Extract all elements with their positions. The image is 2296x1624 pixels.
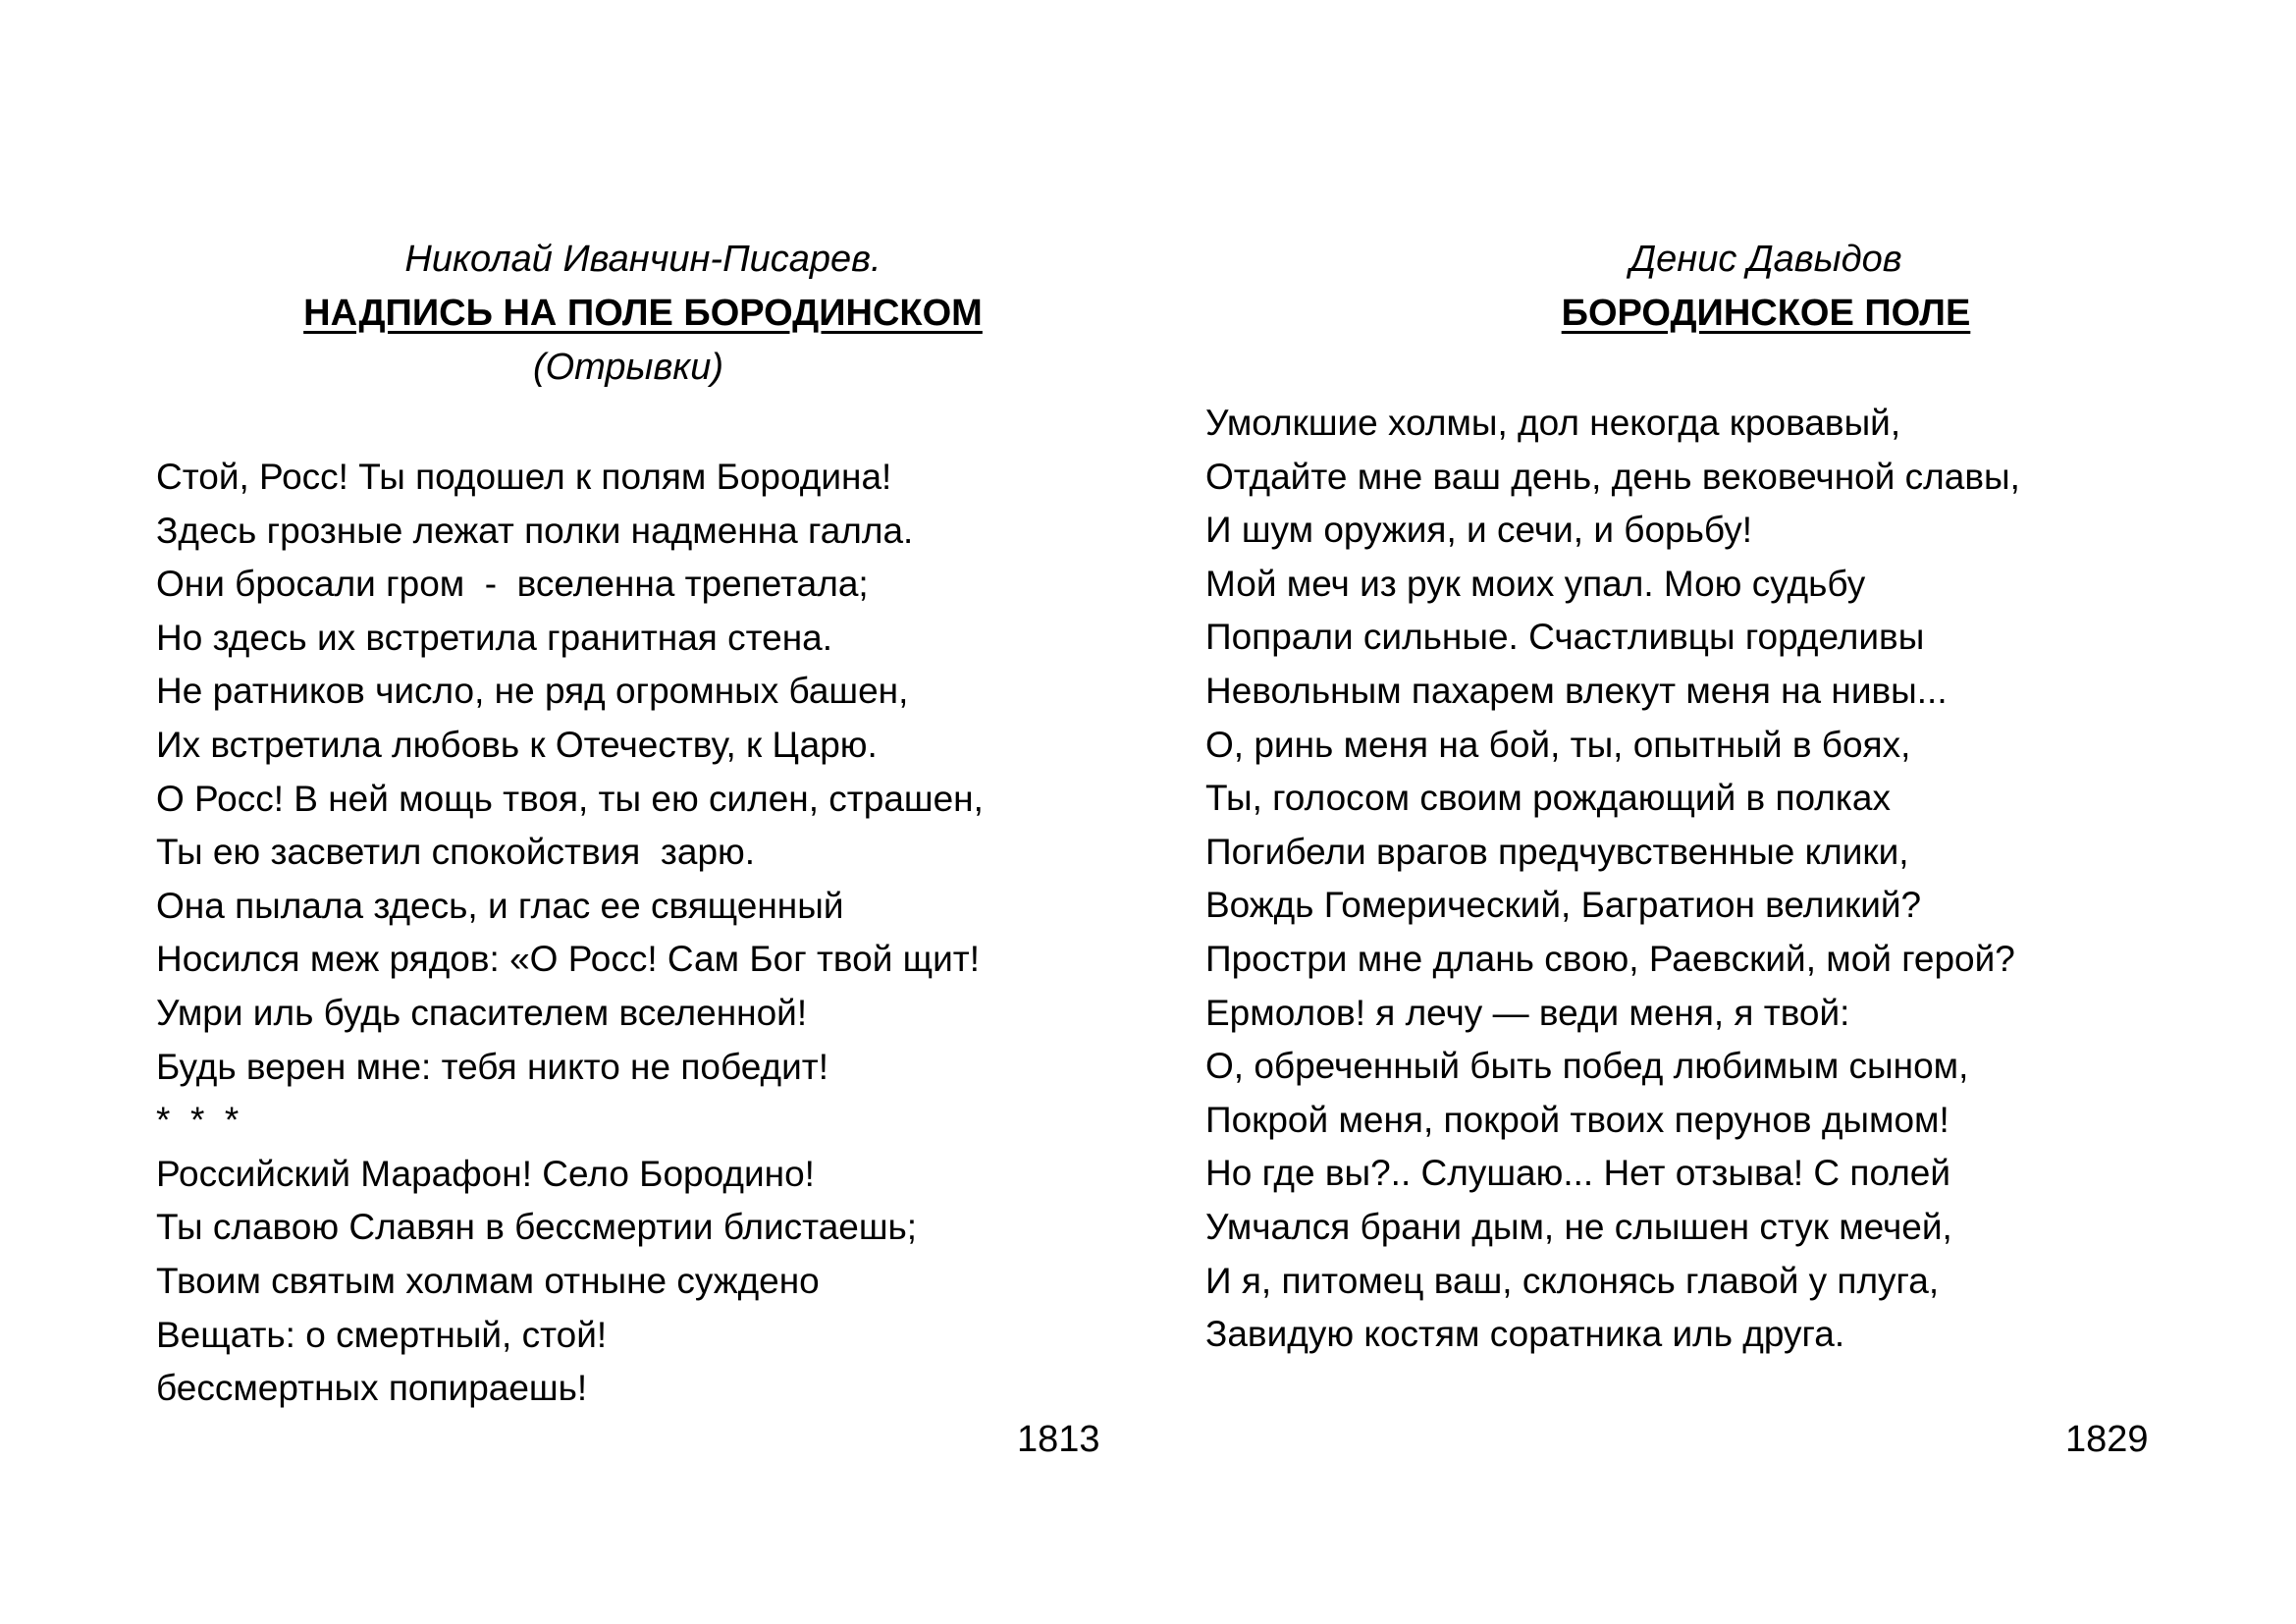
left-poem-text [156,451,984,1416]
left-poem-year: 1813 [1017,1419,1100,1460]
poem-line: бессмертных попираешь! [156,1368,588,1409]
poem-line: Мой меч из рук моих упал. Мою судьбу [1205,563,1866,604]
poem-line: Умолкшие холмы, дол некогда кровавый, [1205,403,1901,443]
poem-line: Не ратников число, не ряд огромных башен, [156,671,909,712]
poem-line: Умчался брани дым, не слышен стук мечей, [1205,1206,1952,1247]
poem-line: Отдайте мне ваш день, день вековечной славы, [1205,456,2020,497]
poem-line: Ермолов! я лечу — веди меня, я твой: [1205,992,1850,1033]
poem-line: Ты ею засветил спокойствия зарю. [156,832,756,873]
poem-line: Попрали сильные. Счастливцы горделивы [1205,617,1925,658]
poem-line: Покрой меня, покрой твоих перунов дымом! [1205,1099,1949,1140]
section-separator: * * * [156,1100,240,1141]
poem-line: Она пылала здесь, и глас ее священный [156,885,844,926]
poem-line: Умри иль будь спасителем вселенной! [156,992,808,1033]
right-poem-year: 1829 [2065,1419,2149,1460]
poem-line: Простри мне длань свою, Раевский, мой герой? [1205,938,2015,979]
poem-line: О, обреченный быть побед любимым сыном, [1205,1046,1969,1087]
poem-line: Носился меж рядов: «О Росс! Сам Бог твой щит! [156,939,981,980]
poem-line: Завидую костям соратника иль друга. [1205,1314,1845,1355]
left-poem-title: НАДПИСЬ НА ПОЛЕ БОРОДИНСКОМ [303,293,983,334]
poem-line: Стой, Росс! Ты подошел к полям Бородина! [156,457,892,497]
poem-line: Вождь Гомерический, Багратион великий? [1205,885,1922,926]
poem-line: Но где вы?.. Слушаю... Нет отзыва! С полей [1205,1153,1951,1194]
poem-line: Погибели врагов предчувственные клики, [1205,831,1909,872]
poem-line: И шум оружия, и сечи, и борьбу! [1205,510,1753,551]
poem-line: Ты, голосом своим рождающий в полках [1205,778,1891,819]
poem-line: Невольным пахарем влекут меня на нивы... [1205,670,1948,711]
left-author-name: Николай Иванчин-Писарев. [404,239,881,280]
poem-line: Российский Марафон! Село Бородино! [156,1153,815,1194]
poem-line: И я, питомец ваш, склонясь главой у плуга, [1205,1260,1940,1301]
poem-line: О Росс! В ней мощь твоя, ты ею силен, страшен, [156,778,984,819]
poem-line: О, ринь меня на бой, ты, опытный в боях, [1205,724,1911,765]
right-poem-title: БОРОДИНСКОЕ ПОЛЕ [1561,293,1971,334]
poem-line: Твоим святым холмам отныне суждено [156,1260,820,1301]
poem-line: Их встретила любовь к Отечеству, к Царю. [156,724,878,765]
left-poem-subtitle: (Отрывки) [532,347,724,388]
right-poem-text [1205,397,2020,1362]
poem-line: Они бросали гром - вселенна трепетала; [156,564,869,605]
right-author-name: Денис Давыдов [1629,239,1902,280]
poem-line: Здесь грозные лежат полки надменна галла. [156,510,914,551]
poem-line: Ты славою Славян в бессмертии блистаешь; [156,1207,918,1248]
poem-line: Будь верен мне: тебя никто не победит! [156,1046,828,1087]
poem-line: Вещать: о смертный, стой! [156,1314,608,1355]
poem-line: Но здесь их встретила гранитная стена. [156,617,832,658]
